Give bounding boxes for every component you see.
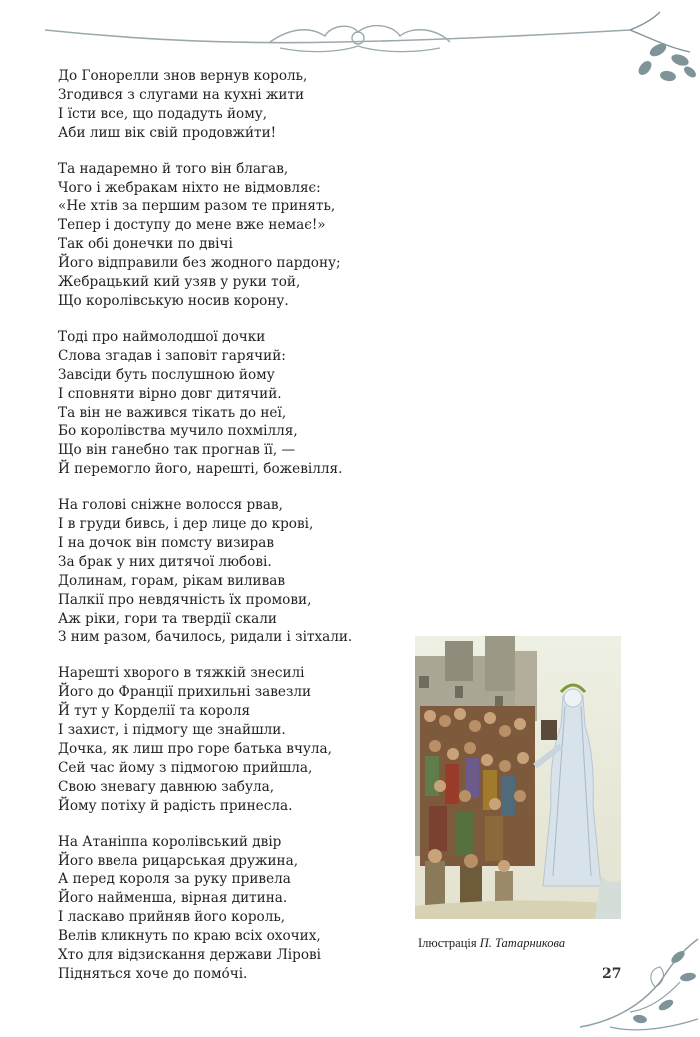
poem-line: З ним разом, бачилось, ридали і зітхали. [58,629,353,646]
poem-line: Тоді про наймолодшої дочки [58,328,266,345]
poem-line: На голові сніжне волосся рвав, [58,497,283,514]
poem-line: Та він не важився тікать до неї, [58,404,287,421]
poem-line: Жебрацький кий узяв у руки той, [58,274,301,291]
illustration [415,636,621,919]
poem-line: Аж ріки, гори та твердії скали [58,610,277,627]
poem-line: Що він ганебно так прогнав її, — [58,442,296,459]
poem-line: І сповняти вірно довг дитячий. [58,385,282,402]
illustration-painting [415,636,621,919]
poem-line: «Не хтів за першим разом те принять, [58,198,336,215]
poem-line: Аби лиш вік свій продовжи́ти! [58,124,277,141]
poem-line: Тепер і доступу до мене вже немає!» [58,217,326,234]
poem-line: За брак у них дитячої любові. [58,553,272,570]
poem-line: Його найменша, вірная дитина. [58,890,288,907]
poem-line: Слова згадав і заповіт гарячий: [58,347,286,364]
stanza [58,160,418,311]
poem-line: І в груди бивсь, і дер лице до крові, [58,516,314,533]
page-number: 27 [602,966,622,982]
poem-line: А перед короля за руку привела [58,871,291,888]
poem-line: Що королівськую носив корону. [58,292,289,309]
poem-line: Велів кликнуть по краю всіх охочих, [58,928,321,945]
poem-line: Та надаремно й того він благав, [58,160,289,177]
poem-line: Чого і жебракам ніхто не відмовляє: [58,179,321,196]
poem-line: На Атаніппа королівський двір [58,833,282,850]
stanza [58,67,418,143]
stanza [58,496,418,647]
stanza [58,664,418,815]
poem-line: Нарешті хворого в тяжкій знесилі [58,665,305,682]
poem-line: Свою зневагу давнюю забула, [58,778,275,795]
poem-line: Й перемогло його, нарешті, божевілля. [58,461,343,478]
stanza [58,328,418,479]
poem-line: І ласкаво прийняв його король, [58,909,286,926]
poem-line: Завсіди буть послушною йому [58,366,275,383]
poem-line: Його ввела рицарськая дружина, [58,852,299,869]
poem-line: Хто для відзискання держави Лірові [58,947,322,964]
poem-line: Так обі донечки по двічі [58,236,233,253]
stanza [58,833,418,984]
poem-line: Його відправили без жодного пардону; [58,255,341,272]
poem-line: І захист, і підмогу ще знайшли. [58,722,286,739]
poem-line: Долинам, горам, рікам виливав [58,572,286,589]
poem-line: Його до Франції прихильні завезли [58,684,312,701]
poem-line: І їсти все, що подадуть йому, [58,105,268,122]
poem-line: Підняться хоче до помо́чі. [58,965,248,982]
poem-line: Й тут у Корделії та короля [58,703,251,720]
poem-line: Дочка, як лиш про горе батька вчула, [58,741,332,757]
poem-line: Згодився з слугами на кухні жити [58,86,305,103]
poem-line: До Гонорелли знов вернув король, [58,68,308,84]
caption-prefix: Ілюстрація [418,936,480,950]
poem-line: Бо королівства мучило похмілля, [58,423,298,440]
caption-author: П. Татарникова [479,936,566,950]
poem-line: Йому потіху й радість принесла. [58,797,293,814]
poem-line: Палкії про невдячність їх промови, [58,591,312,608]
poem-line: Сей час йому з підмогою прийшла, [58,759,313,776]
bottom-ornament [570,927,700,1037]
poem [58,67,418,1001]
poem-line: І на дочок він помсту визирав [58,534,275,551]
